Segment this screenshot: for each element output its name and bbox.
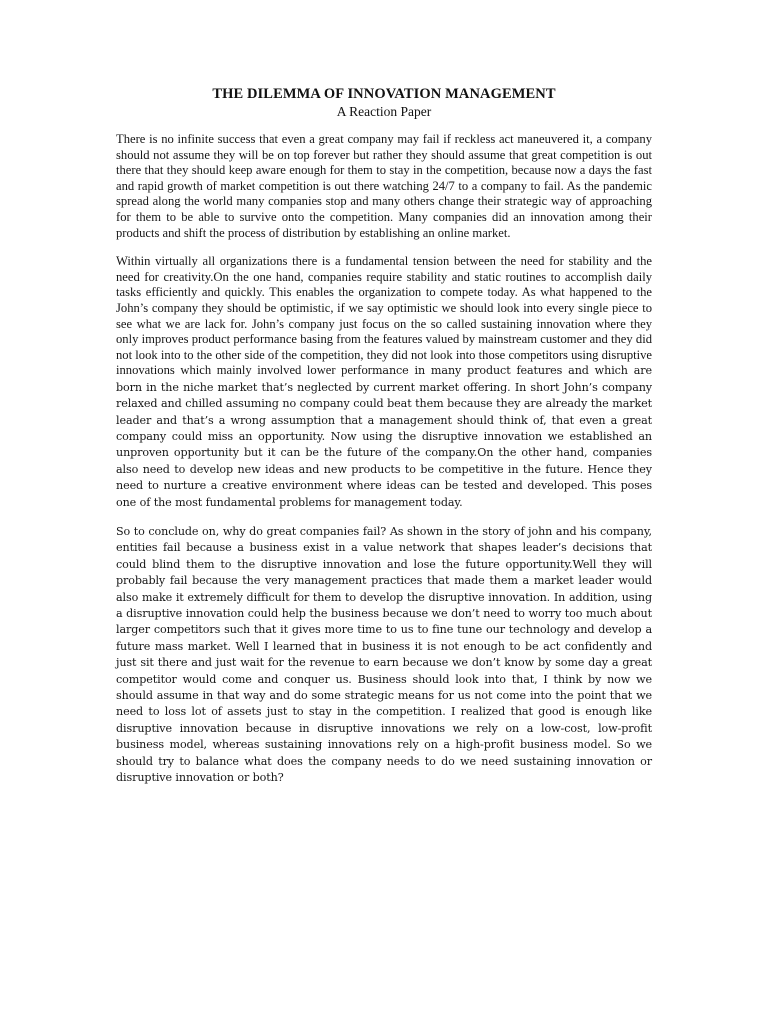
paragraph-conclusion: So to conclude on, why do great companies fail? As shown in the story of john and his company, entities fail because a business exist in a value network that shapes leader’s decisions that could blind them to the disruptive innovation and lose the future opportunity.Well they will probably fail because the very management practices that made them a market leader would also make it extremely difficult for them to develop the disruptive innovation. In addition, using a disruptive innovation could help the business because we don’t need to worry too much about larger competitors such that it gives more time to us to fine tune our technology and develop a future mass market. Well I learned that in business it is not enough to be act confidently and just sit there and just wait for the revenue to earn because we don’t know by some day a great competitor would come and conquer us. Business should look into that, I think by now we should assume in that way and do some strategic means for us not come into the point that we need to loss lot of assets just to stay in the competition. I realized that good is enough like disruptive innovation because in disruptive innovations we rely on a low-cost, low-profit business model, whereas sustaining innovations rely on a high-profit business model. So we should try to balance what does the company needs to do we need sustaining innovation or disruptive innovation or both?	[116, 524, 652, 785]
document-subtitle: A Reaction Paper	[336, 104, 432, 119]
paragraph-tension-part1: Within virtually all organizations there is a fundamental tension between the need for stability and the need for creativity.On the one hand, companies require stability and static routines to accomplish daily tasks efficiently and quickly. This enables the organization to compete today. As what happened to the John’s company they should be optimistic, if we say optimistic we should look into every single piece to see what we are lack for. John’s company just focus on the so called sustaining innovation where they only improves product performance basing from the features valued by mainstream customer and they did not look into to the other side of the competition, they did not look into those competitors using disruptive innovations which mainly involved lower perfor	[116, 254, 652, 378]
paragraph-tension	[116, 254, 652, 511]
paragraph-intro: There is no infinite success that even a great company may fail if reckless act maneuvered it, a company should not assume they will be on top forever but rather they should assume that great competition is out there that they should keep aware enough for them to stay in the competition, because now a days the fast and rapid growth of market competition is out there watching 24/7 to a company to fail. As the pandemic spread along the world many companies stop and many others change their strategic way of approaching for them to be able to survive onto the competition. Many companies did an innovation among their products and shift the process of distribution by establishing an online market.	[116, 132, 652, 240]
document-page	[116, 86, 652, 799]
paragraph-tension-part2: mance in many product features and which are born in the niche market that’s neglected by current market offering. In short John’s company relaxed and chilled assuming no company could beat them because they are already the market leader and that’s a wrong assumption that a management should think of, that even a great company could miss an opportunity. Now using the disruptive innovation we established an unproven opportunity but it can be the future of the company.On the other hand, companies also need to develop new ideas and new products to be competitive in the future. Hence they need to nurture a creative environment where ideas can be tested and developed. This poses one of the most fundamental problems for management today.	[116, 364, 653, 509]
document-title: THE DILEMMA OF INNOVATION MANAGEMENT	[212, 86, 556, 102]
